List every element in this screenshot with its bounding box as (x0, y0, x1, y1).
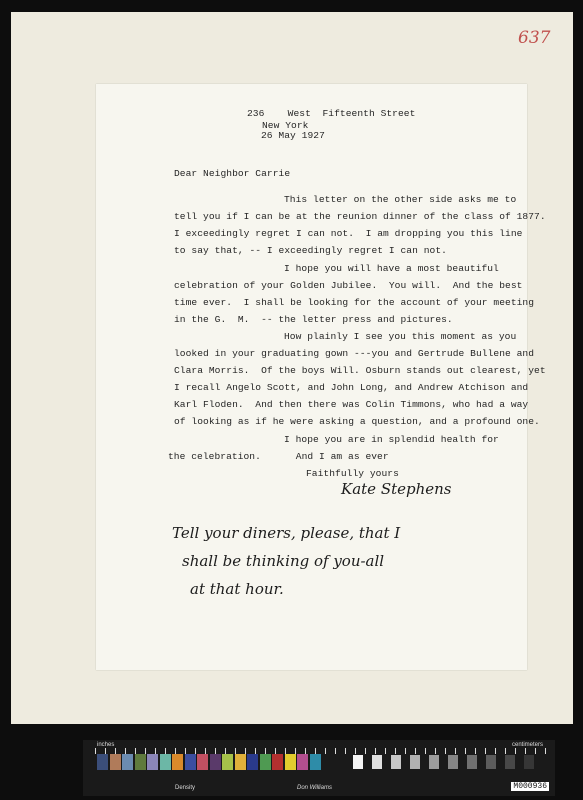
postscript-line: at that hour. (190, 580, 284, 598)
body-line: celebration of your Golden Jubilee. You will. And the best (174, 280, 523, 291)
gray-patch (448, 755, 458, 769)
color-swatch (210, 754, 221, 770)
color-swatch (185, 754, 196, 770)
address-city: New York (262, 120, 309, 131)
color-swatch (235, 754, 246, 770)
body-line: time ever. I shall be looking for the account of your meeting (174, 297, 535, 308)
color-swatch (222, 754, 233, 770)
ruler-tick (95, 748, 96, 754)
body-line: Karl Floden. And then there was Colin Timmons, who had a way (174, 399, 529, 410)
body-line: the celebration. And I am as ever (168, 451, 389, 462)
color-swatch (272, 754, 283, 770)
color-swatch (122, 754, 133, 770)
color-swatch (285, 754, 296, 770)
gray-patch (429, 755, 439, 769)
color-swatch (97, 754, 108, 770)
ruler-tick (385, 748, 386, 754)
ruler-tick (425, 748, 426, 754)
postscript-line: shall be thinking of you-all (182, 552, 385, 570)
body-line: I recall Angelo Scott, and John Long, and Andrew Atchison and (174, 382, 529, 393)
ruler-tick (485, 748, 486, 754)
ruler-tick (535, 748, 536, 754)
salutation: Dear Neighbor Carrie (174, 168, 291, 179)
body-line: of looking as if he were asking a question, and a profound one. (174, 416, 540, 427)
gray-patch (467, 755, 477, 769)
color-swatch (260, 754, 271, 770)
ruler-tick (355, 748, 356, 754)
gray-patch (486, 755, 496, 769)
ruler-tick (455, 748, 456, 754)
body-line: tell you if I can be at the reunion dinner of the class of 1877. (174, 211, 546, 222)
inches-label: inches (97, 742, 115, 748)
signature: Kate Stephens (341, 480, 452, 498)
ruler-tick (545, 748, 546, 754)
postscript-line: Tell your diners, please, that I (172, 524, 401, 542)
letter-date: 26 May 1927 (261, 130, 325, 141)
ruler-tick (345, 748, 346, 754)
ruler-tick (445, 748, 446, 754)
ruler-tick (505, 748, 506, 754)
ruler-tick (335, 748, 336, 754)
color-swatch (247, 754, 258, 770)
color-swatch (147, 754, 158, 770)
color-swatch (297, 754, 308, 770)
gray-patch (524, 755, 534, 769)
ruler-tick (405, 748, 406, 754)
typed-letter (96, 84, 546, 670)
body-line: This letter on the other side asks me to (284, 194, 517, 205)
gray-patch (410, 755, 420, 769)
gray-patch (353, 755, 363, 769)
ruler-tick (415, 748, 416, 754)
ruler-tick (515, 748, 516, 754)
ruler-tick (525, 748, 526, 754)
ruler-tick (495, 748, 496, 754)
body-line: in the G. M. -- the letter press and pictures. (174, 314, 453, 325)
ruler-tick (395, 748, 396, 754)
gray-patch (505, 755, 515, 769)
brand-label: Don Williams (297, 785, 332, 791)
color-swatch (197, 754, 208, 770)
body-line: Clara Morris. Of the boys Will. Osburn stands out clearest, yet (174, 365, 546, 376)
gray-patch (372, 755, 382, 769)
body-line: I hope you will have a most beautiful (284, 263, 499, 274)
address-street: 236 West Fifteenth Street (247, 108, 416, 119)
chart-id: M000936 (513, 782, 547, 791)
color-swatch (310, 754, 321, 770)
body-line: I exceedingly regret I can not. I am dropping you this line (174, 228, 523, 239)
archive-number: 637 (518, 28, 551, 48)
color-swatch (172, 754, 183, 770)
density-label: Density (175, 785, 196, 791)
body-line: I hope you are in splendid health for (284, 434, 499, 445)
color-swatch (135, 754, 146, 770)
color-swatch (110, 754, 121, 770)
color-swatch (160, 754, 171, 770)
ruler-tick (375, 748, 376, 754)
body-line: How plainly I see you this moment as you (284, 331, 517, 342)
closing: Faithfully yours (306, 468, 399, 479)
body-line: to say that, -- I exceedingly regret I can not. (174, 245, 447, 256)
ruler-tick (325, 748, 326, 754)
gray-patch (391, 755, 401, 769)
centimeters-label: centimeters (511, 742, 543, 748)
ruler-tick (475, 748, 476, 754)
ruler-tick (365, 748, 366, 754)
ruler-tick (435, 748, 436, 754)
ruler-tick (465, 748, 466, 754)
body-line: looked in your graduating gown ---you and Gertrude Bullene and (174, 348, 535, 359)
color-calibration-target (83, 740, 555, 796)
